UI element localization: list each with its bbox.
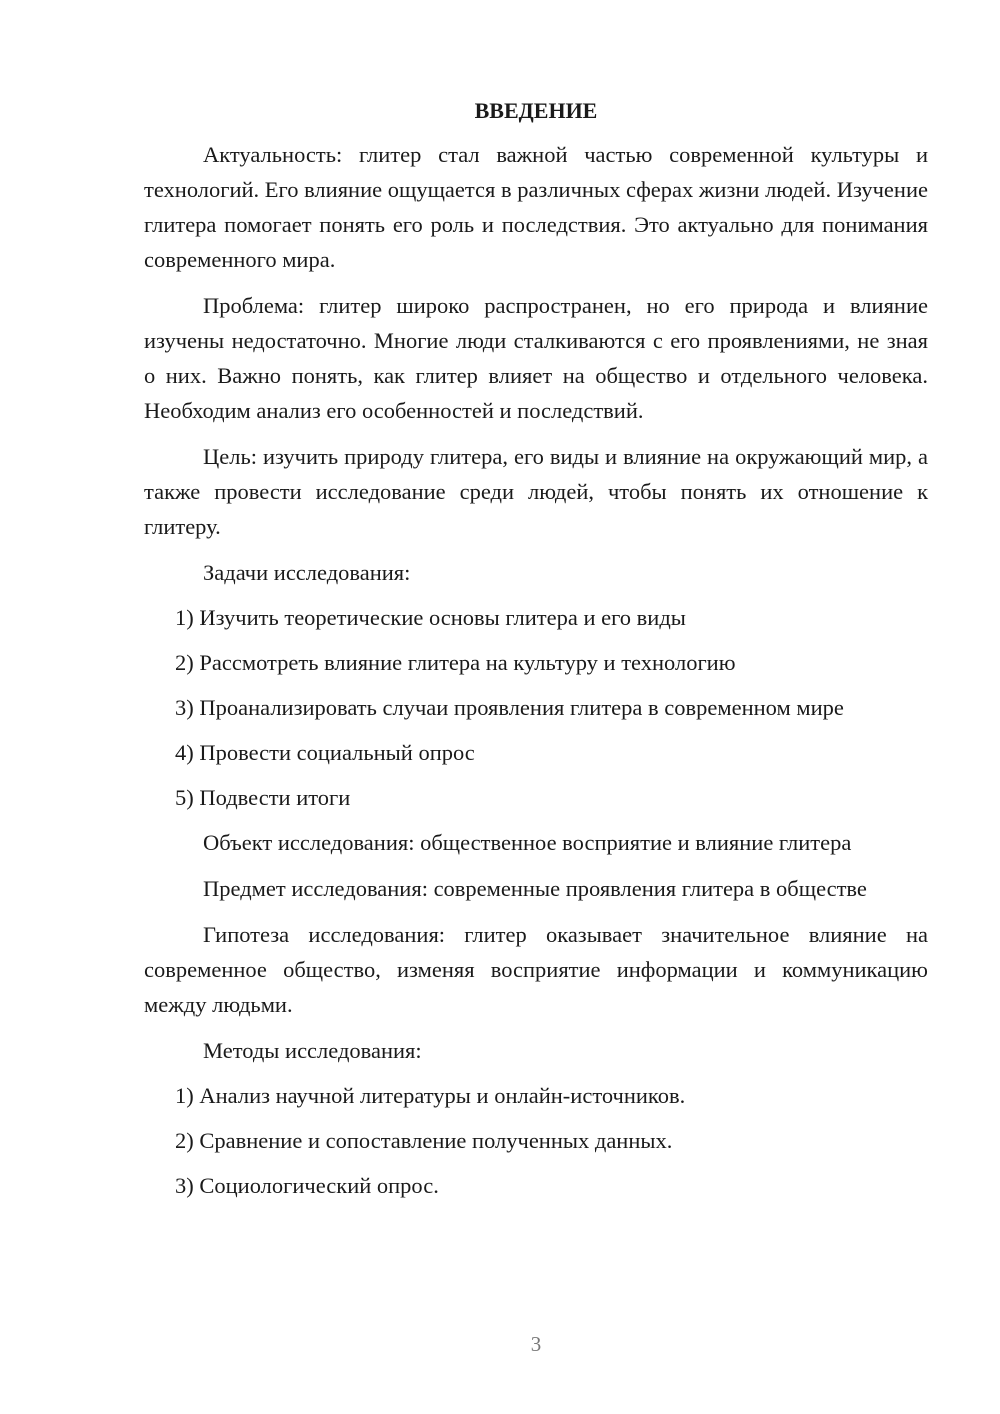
method-item: 3) Социологический опрос. (175, 1173, 439, 1198)
problem-paragraph: Проблема: глитер широко распространен, но его природа и влияние изучены недостаточно. Многие люди сталкиваются с его проявлениями, не зная о них. Важно понять, как глитер влияет на общество и отдельного человека. Необходим анализ его особенностей и последствий. (144, 293, 928, 423)
subject-paragraph: Предмет исследования: современные проявления глитера в обществе (203, 876, 867, 901)
page-number: 3 (530, 1332, 542, 1356)
hypothesis-paragraph: Гипотеза исследования: глитер оказывает значительное влияние на современное общество, изменяя восприятие информации и коммуникацию между людьми. (144, 922, 928, 1017)
task-item: 2) Рассмотреть влияние глитера на культуру и технологию (175, 650, 736, 675)
relevance-paragraph: Актуальность: глитер стал важной частью современной культуры и технологий. Его влияние ощущается в различных сферах жизни людей. Изучение глитера помогает понять его роль и последствия. Это актуально для понимания современного мира. (144, 142, 928, 272)
task-item: 5) Подвести итоги (175, 785, 351, 810)
method-item: 2) Сравнение и сопоставление полученных данных. (175, 1128, 673, 1153)
section-title: ВВЕДЕНИЕ (474, 98, 598, 123)
method-item: 1) Анализ научной литературы и онлайн-источников. (175, 1083, 686, 1108)
methods-heading: Методы исследования: (203, 1038, 422, 1063)
object-paragraph: Объект исследования: общественное восприятие и влияние глитера (203, 830, 852, 855)
goal-paragraph: Цель: изучить природу глитера, его виды и влияние на окружающий мир, а также провести исследование среди людей, чтобы понять их отношение к глитеру. (144, 444, 928, 539)
tasks-heading: Задачи исследования: (203, 560, 411, 585)
task-item: 1) Изучить теоретические основы глитера и его виды (175, 605, 686, 630)
task-item: 3) Проанализировать случаи проявления глитера в современном мире (175, 695, 844, 720)
task-item: 4) Провести социальный опрос (175, 740, 475, 765)
document-page (144, 95, 928, 1213)
